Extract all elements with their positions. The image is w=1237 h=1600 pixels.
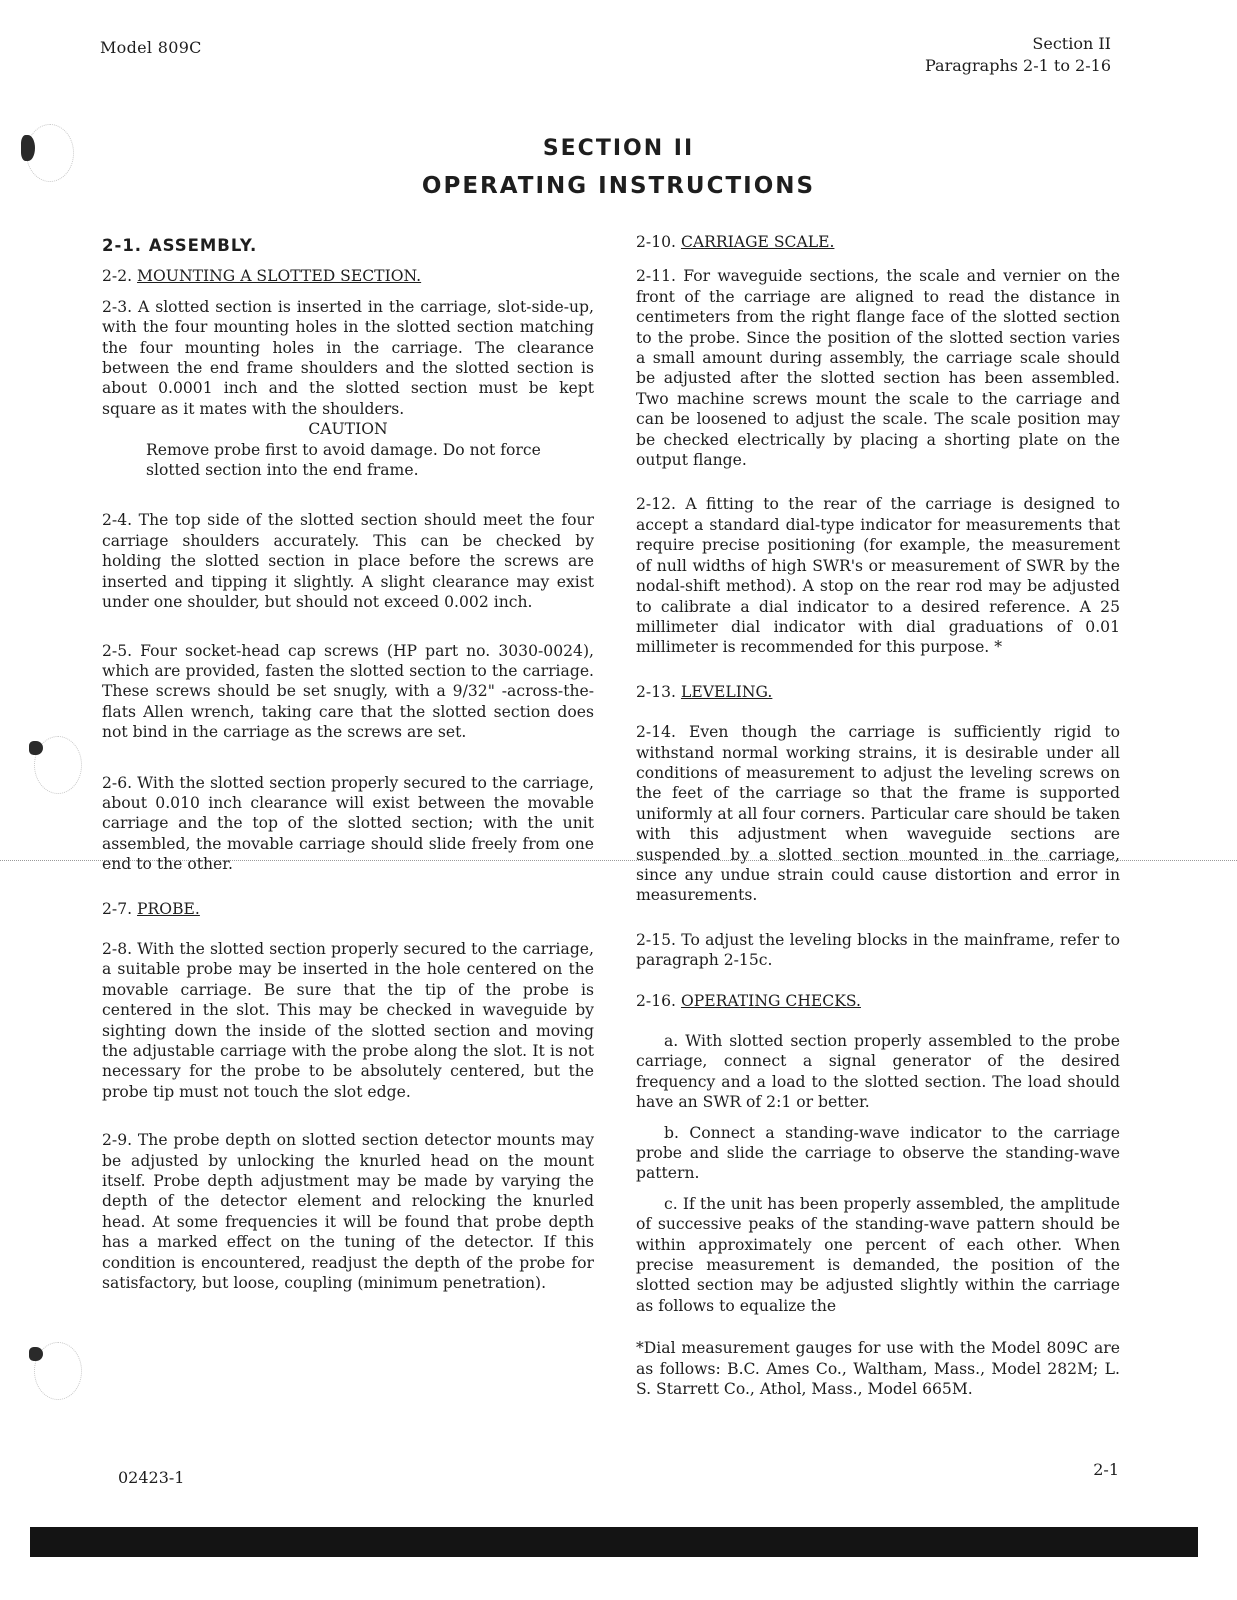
paragraph-2-16a: a. With slotted section properly assembled to the probe carriage, connect a signal generator of the desired frequency and a load to the slotted section. The load should have an SWR of 2:1 or better. xyxy=(636,1032,1120,1112)
caution-title: CAUTION xyxy=(308,420,388,439)
paragraph-2-14: 2-14. Even though the carriage is sufficiently rigid to withstand normal working strains, it is desirable under all conditions of measurement to adjust the leveling screws on the feet of the carriage so that the frame is supported uniformly at all four corners. Particular care should be taken with this adjustment when waveguide sections are suspended by a slotted section mounted in the carriage, since any undue strain could cause distortion and error in measurements. xyxy=(636,723,1120,905)
heading-carriage-scale xyxy=(636,232,1120,252)
heading-assembly: 2-1. ASSEMBLY. xyxy=(102,236,258,255)
section-title: SECTION II xyxy=(542,136,695,161)
paragraph-2-4: 2-4. The top side of the slotted section should meet the four carriage shoulders accurately. This can be checked by holding the slotted section in place before the screws are inserted and tipping it slightly. A slight clearance may exist under one shoulder, but should not exceed 0.002 inch. xyxy=(102,511,594,612)
heading-leveling xyxy=(636,682,1120,702)
paragraph-2-12: 2-12. A fitting to the rear of the carriage is designed to accept a standard dial-type indicator for measurements that require precise positioning (for example, the measurement of null widths of high SWR's or measurement of SWR by the nodal-shift method). A stop on the rear rod may be adjusted to calibrate a dial indicator to a desired reference. A 25 millimeter dial indicator with dial graduations of 0.01 millimeter is recommended for this purpose. * xyxy=(636,495,1120,657)
footer-page-number: 2-1 xyxy=(1093,1460,1119,1479)
binding-hole-mark xyxy=(26,124,74,182)
paragraph-2-16c: c. If the unit has been properly assembled, the amplitude of successive peaks of the standing-wave pattern should be within approximately one percent of each other. When precise measurement is demanded, the position of the slotted section may be adjusted slightly within the carriage as follows to equalize the xyxy=(636,1194,1120,1315)
heading-number: 2-7. xyxy=(102,899,133,918)
caution-text: Remove probe first to avoid damage. Do not force slotted section into the end frame. xyxy=(146,440,541,480)
paragraph-2-15: 2-15. To adjust the leveling blocks in the mainframe, refer to paragraph 2-15c. xyxy=(636,930,1120,970)
footer-doc-number: 02423-1 xyxy=(118,1468,185,1487)
right-column xyxy=(636,232,1120,1400)
header-paragraphs: Paragraphs 2-1 to 2-16 xyxy=(925,56,1111,75)
paragraph-2-11: 2-11. For waveguide sections, the scale and vernier on the front of the carriage are aligned to read the distance in centimeters from the right flange face of the slotted section to the probe. Since the position of the slotted section varies a small amount during assembly, the carriage scale should be adjusted after the slotted section has been assembled. Two machine screws mount the scale to the carriage and can be loosened to adjust the scale. The scale position may be checked electrically by placing a shorting plate on the output flange. xyxy=(636,267,1120,470)
heading-text: CARRIAGE SCALE. xyxy=(680,233,835,251)
paragraph-2-8: 2-8. With the slotted section properly secured to the carriage, a suitable probe may be inserted in the hole centered on the movable carriage. Be sure that the tip of the probe is centered in the slot. This may be checked in waveguide by sighting down the inside of the slotted section and moving the adjustable carriage with the probe along the slot. It is not necessary for the probe to be absolutely centered, but the probe tip must not touch the slot edge. xyxy=(102,939,594,1101)
heading-text: PROBE. xyxy=(137,899,200,918)
paragraph-2-5: 2-5. Four socket-head cap screws (HP part no. 3030-0024), which are provided, fasten the slotted section to the carriage. These screws should be set snugly, with a 9/32" -across-the-flats Allen wrench, taking care that the slotted section does not bind in the carriage as the screws are set. xyxy=(102,641,594,742)
paragraph-2-6: 2-6. With the slotted section properly secured to the carriage, about 0.010 inch clearance will exist between the movable carriage and the top of the slotted section; with the unit assembled, the movable carriage should slide freely from one end to the other. xyxy=(102,773,594,874)
binding-hole-mark xyxy=(34,736,82,794)
header-section: Section II xyxy=(1032,34,1111,53)
heading-number: 2-16. xyxy=(636,991,676,1010)
heading-number: 2-2. xyxy=(102,267,133,286)
heading-number: 2-10. xyxy=(636,233,676,251)
header-model: Model 809C xyxy=(100,38,202,57)
section-subtitle: OPERATING INSTRUCTIONS xyxy=(421,173,816,199)
heading-mounting xyxy=(102,266,594,286)
paragraph-2-3: 2-3. A slotted section is inserted in the carriage, slot-side-up, with the four mounting holes in the slotted section matching the four mounting holes in the carriage. The clearance between the end frame shoulders and the slotted section is about 0.0001 inch and the slotted section must be kept square as it mates with the shoulders. xyxy=(102,297,594,418)
paragraph-2-9: 2-9. The probe depth on slotted section detector mounts may be adjusted by unlocking the knurled head on the mount itself. Probe depth adjustment may be made by varying the depth of the detector element and relocking the knurled head. At some frequencies it will be found that probe depth has a marked effect on the tuning of the detector. If this condition is encountered, readjust the depth of the probe for satisfactory, but loose, coupling (minimum penetration). xyxy=(102,1131,594,1293)
header-section-info xyxy=(925,33,1111,77)
heading-text: OPERATING CHECKS. xyxy=(680,991,861,1010)
left-column xyxy=(102,236,594,1293)
heading-number: 2-13. xyxy=(636,682,676,701)
heading-text: MOUNTING A SLOTTED SECTION. xyxy=(137,267,422,286)
binding-hole-mark xyxy=(34,1342,82,1400)
heading-text: LEVELING. xyxy=(680,682,773,701)
paragraph-2-16b: b. Connect a standing-wave indicator to the carriage probe and slide the carriage to observe the standing-wave pattern. xyxy=(636,1123,1120,1183)
scan-edge-bar xyxy=(30,1527,1198,1557)
heading-probe xyxy=(102,899,594,919)
heading-operating-checks xyxy=(636,991,1120,1011)
footnote: *Dial measurement gauges for use with the Model 809C are as follows: B.C. Ames Co., Waltham, Mass., Model 282M; L. S. Starrett Co., Athol, Mass., Model 665M. xyxy=(636,1339,1120,1399)
